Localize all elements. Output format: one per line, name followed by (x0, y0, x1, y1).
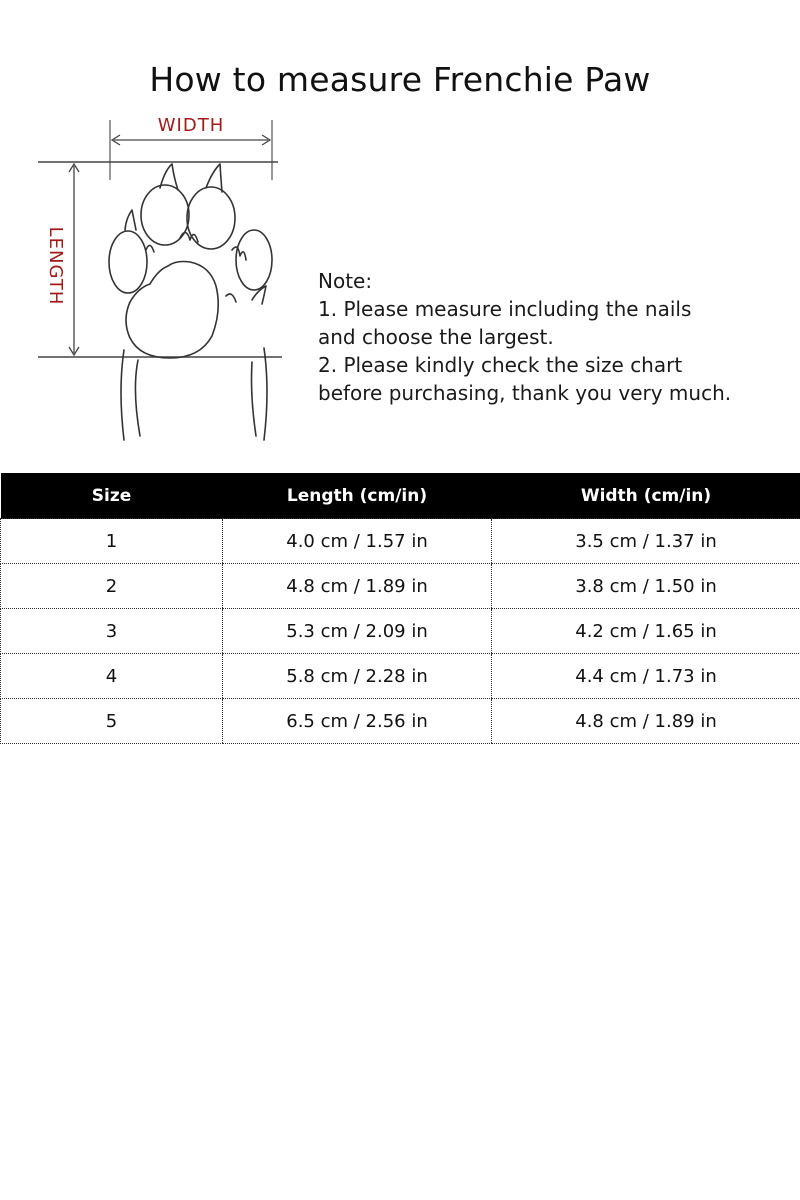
size-chart-table (0, 473, 800, 744)
cell-width: 4.2 cm / 1.65 in (492, 609, 800, 654)
note-heading: Note: (318, 269, 373, 293)
table-row (1, 564, 800, 609)
cell-width: 3.5 cm / 1.37 in (492, 519, 800, 564)
table-header-row (1, 473, 800, 519)
cell-width: 4.4 cm / 1.73 in (492, 654, 800, 699)
cell-size: 3 (1, 609, 223, 654)
cell-length: 4.0 cm / 1.57 in (223, 519, 492, 564)
note (318, 267, 788, 407)
cell-width: 4.8 cm / 1.89 in (492, 699, 800, 744)
cell-length: 5.3 cm / 2.09 in (223, 609, 492, 654)
cell-width: 3.8 cm / 1.50 in (492, 564, 800, 609)
header-size: Size (1, 473, 223, 519)
cell-size: 5 (1, 699, 223, 744)
width-label: WIDTH (157, 115, 225, 136)
length-label: LENGTH (45, 226, 66, 306)
page-title: How to measure Frenchie Paw (149, 60, 651, 100)
table-row (1, 654, 800, 699)
header-length: Length (cm/in) (223, 473, 492, 519)
cell-length: 4.8 cm / 1.89 in (223, 564, 492, 609)
table-row (1, 609, 800, 654)
header-width: Width (cm/in) (492, 473, 800, 519)
note-line: and choose the largest. (318, 325, 554, 349)
cell-length: 6.5 cm / 2.56 in (223, 699, 492, 744)
note-line: 1. Please measure including the nails (318, 297, 692, 321)
cell-length: 5.8 cm / 2.28 in (223, 654, 492, 699)
table-row (1, 699, 800, 744)
note-line: 2. Please kindly check the size chart (318, 353, 683, 377)
paw-measurement-diagram (0, 100, 800, 460)
cell-size: 4 (1, 654, 223, 699)
paw-sketch (109, 164, 272, 440)
cell-size: 2 (1, 564, 223, 609)
cell-size: 1 (1, 519, 223, 564)
note-line: before purchasing, thank you very much. (318, 381, 732, 405)
table-row (1, 519, 800, 564)
